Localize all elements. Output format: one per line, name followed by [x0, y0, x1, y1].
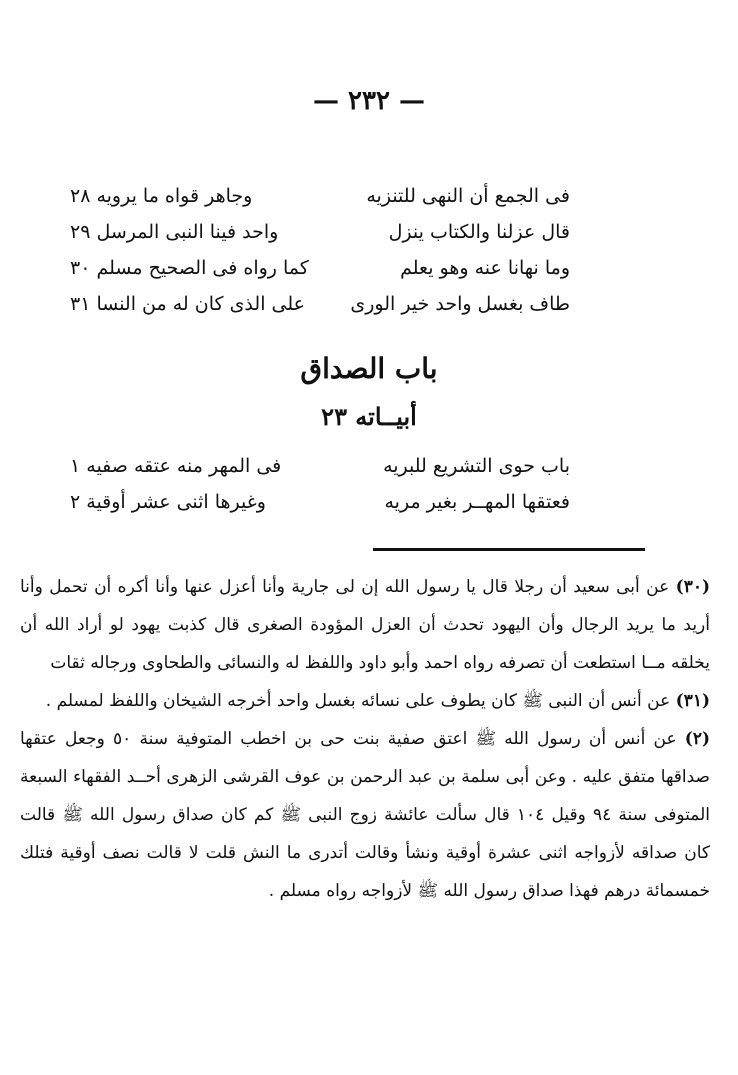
footnote	[20, 682, 710, 720]
verse-row	[70, 448, 570, 484]
verse-row	[70, 250, 570, 286]
verse-first-hemistich: طاف بغسل واحد خير الورى	[350, 293, 570, 315]
verse-row	[70, 484, 570, 520]
verse-row	[70, 214, 570, 250]
verse-count: أبيــاته ٢٣	[321, 402, 417, 431]
verse-second-hemistich: فى المهر منه عتقه صفيه ١	[70, 455, 282, 477]
verse-first-hemistich: قال عزلنا والكتاب ينزل	[388, 221, 570, 243]
verses-top	[70, 178, 570, 322]
footnote-text: عن أنس أن رسول الله ﷺ اعتق صفية بنت حى بن اخطب المتوفية سنة ٥٠ وجعل عتقها صداقها متفق عليه . وعن أبى سلمة بن عبد الرحمن بن عوف القرشى الزهرى أحــد الفقهاء السبعة المتوفى سنة ٩٤ وقيل ١٠٤ قال سألت عائشة زوج النبى ﷺ كم كان صداق رسول الله ﷺ قالت كان صداقه لأزواجه اثنى عشرة أوقية ونشأ وقالت أتدرى ما النش قلت لا قالت نصف أوقية فتلك خمسمائة درهم فهذا صداق رسول الله ﷺ لأزواجه رواه مسلم .	[20, 729, 710, 901]
footnote-text: عن أنس أن النبى ﷺ كان يطوف على نسائه بغسل واحد أخرجه الشيخان واللفظ لمسلم .	[45, 691, 671, 711]
page-number: — ٢٣٢ —	[312, 86, 426, 116]
footnote	[20, 568, 710, 682]
footnote-text: عن أبى سعيد أن رجلا قال يا رسول الله إن لى جارية وأنا أعزل عنها وأنا أكره أن تحمل وأنا أريد ما يريد الرجال وأن اليهود تحدث أن العزل المؤودة الصغرى قال كذبت يهود لو أراد الله أن يخلقه مــا استطعت أن تصرفه رواه احمد وأبو داود واللفظ له والنسائى والطحاوى ورجاله ثقات	[20, 577, 710, 673]
verse-second-hemistich: واحد فينا النبى المرسل ٢٩	[70, 221, 279, 243]
verse-first-hemistich: فعتقها المهــر بغير مريه	[384, 491, 570, 513]
verse-second-hemistich: على الذى كان له من النسا ٣١	[70, 293, 305, 315]
verse-second-hemistich: وغيرها اثنى عشر أوقية ٢	[70, 491, 266, 513]
verse-second-hemistich: كما رواه فى الصحيح مسلم ٣٠	[70, 257, 309, 279]
verses-bottom	[70, 448, 570, 520]
footnote-divider	[373, 548, 645, 551]
verse-row	[70, 286, 570, 322]
verse-first-hemistich: وما نهانا عنه وهو يعلم	[400, 257, 570, 279]
footnote-number: (٣٠)	[675, 577, 710, 597]
verse-second-hemistich: وجاهر قواه ما يرويه ٢٨	[70, 185, 253, 207]
footnotes	[20, 568, 710, 910]
verse-row	[70, 178, 570, 214]
footnote-number: (٣١)	[675, 691, 710, 711]
footnote	[20, 720, 710, 910]
verse-first-hemistich: فى الجمع أن النهى للتنزيه	[366, 185, 570, 207]
verse-first-hemistich: باب حوى التشريع للبريه	[383, 455, 570, 477]
chapter-title: باب الصداق	[300, 352, 438, 385]
footnote-number: (٢)	[684, 729, 710, 749]
